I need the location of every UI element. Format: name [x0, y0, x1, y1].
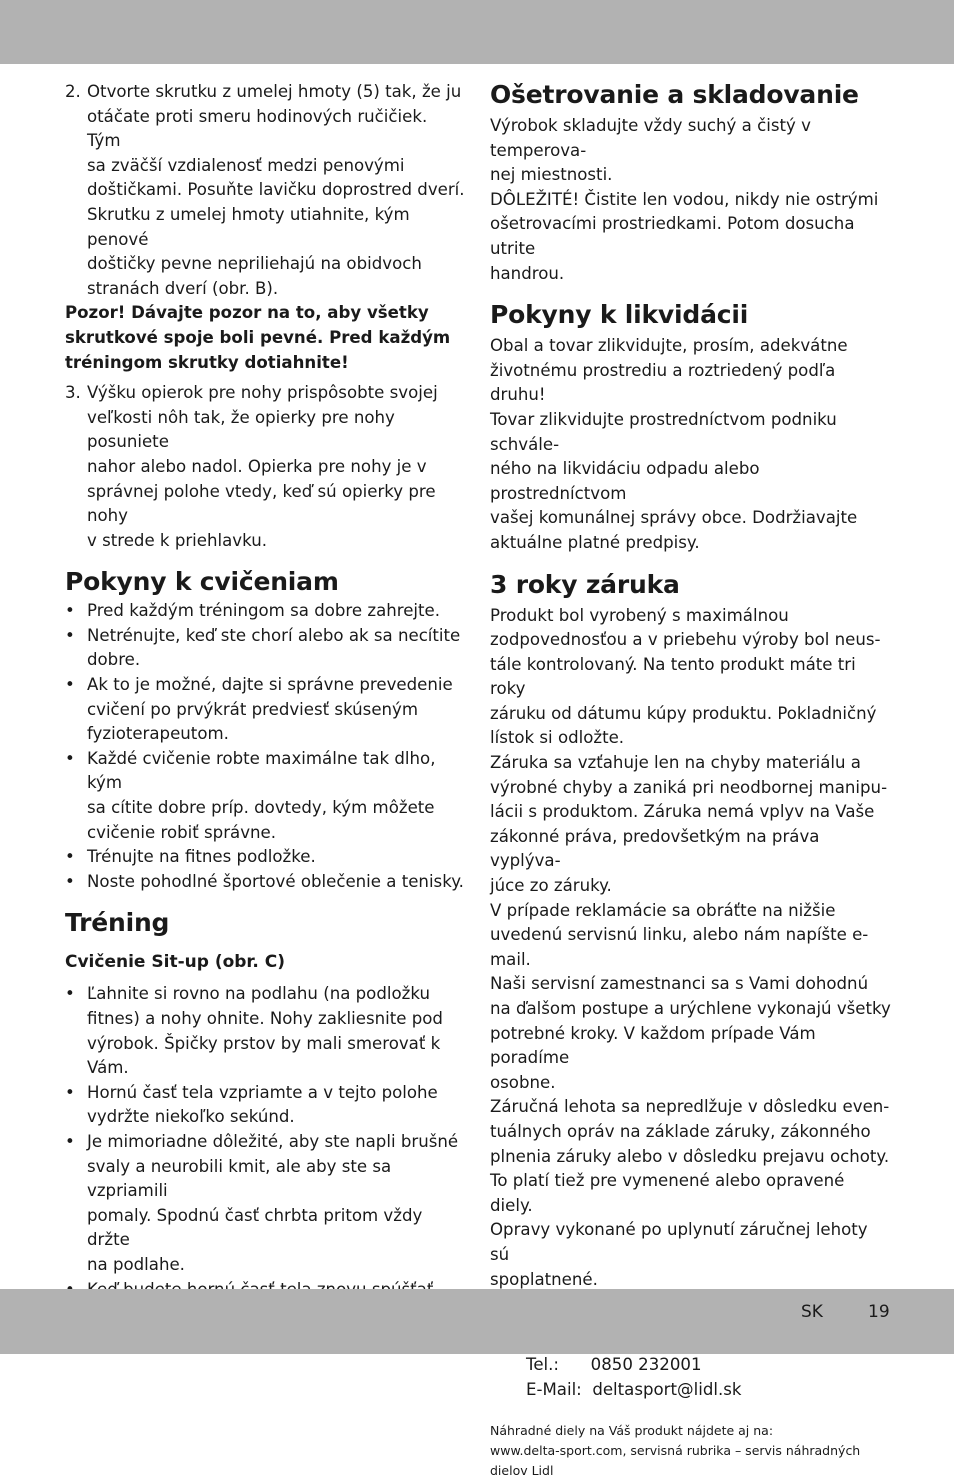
step-text	[87, 80, 465, 301]
text-line: Obal a tovar zlikvidujte, prosím, adekvátne	[490, 336, 848, 356]
step-text	[87, 381, 465, 553]
text-line: Tovar zlikvidujte prostredníctvom podniku schvále-	[490, 409, 837, 454]
text-line: potrebné kroky. V každom prípade Vám poradíme	[490, 1023, 816, 1068]
care-text	[490, 114, 892, 286]
text-line: tuálnych opráv na základe záruky, zákonného	[490, 1121, 871, 1141]
text-line: vydržte niekoľko sekúnd.	[87, 1107, 295, 1127]
text-line: skrutkové spoje boli pevné. Pred každým	[65, 327, 451, 347]
text-line: správnej polohe vtedy, keď sú opierky pre nohy	[87, 481, 436, 526]
training-heading: Tréning	[65, 908, 170, 938]
bullet-marker: •	[65, 847, 75, 867]
text-line: fitnes) a nohy ohnite. Nohy zakliesnite pod	[87, 1009, 443, 1028]
text-line: záruku od dátumu kúpy produktu. Pokladničný	[490, 703, 877, 723]
text-line: sa cítite dobre príp. dovtedy, kým môžete	[87, 798, 435, 818]
list-item	[65, 599, 465, 624]
text-line: V prípade reklamácie sa obráťte na nižšie	[490, 900, 836, 920]
text-line: tále kontrolovaný. Na tento produkt máte tri roky	[490, 654, 856, 699]
right-column	[490, 80, 892, 1481]
text-line: uvedenú servisnú linku, alebo nám napíšte e-mail.	[490, 925, 869, 969]
text-line: DÔLEŽITÉ! Čistite len vodou, nikdy nie ostrými	[490, 189, 879, 209]
text-line: Pozor! Dávajte pozor na to, aby všetky	[65, 303, 429, 323]
text-line: sa zväčší vzdialenosť medzi penovými	[87, 155, 405, 175]
list-item	[65, 747, 465, 845]
text-line: Výrobok skladujte vždy suchý a čistý v temperova-	[490, 116, 811, 160]
bullet-marker: •	[65, 675, 75, 695]
text-line: doštičky pevne nepriliehajú na obidvoch	[87, 254, 422, 274]
step-number: 2.	[65, 82, 81, 101]
warranty-text	[490, 604, 892, 1293]
list-item	[65, 673, 465, 747]
text-line: životnému prostrediu a roztriedený podľa druhu!	[490, 360, 836, 405]
text-line: Hornú časť tela vzpriamte a v tejto polohe	[87, 1082, 438, 1102]
exercise-heading: Pokyny k cvičeniam	[65, 567, 339, 597]
care-heading: Ošetrovanie a skladovanie	[490, 80, 859, 109]
warranty-heading: 3 roky záruka	[490, 569, 680, 599]
text-line: Ľahnite si rovno na podlahu (na podložku	[87, 984, 430, 1004]
bullet-marker: •	[65, 984, 75, 1004]
service-email: E-Mail: deltasport@lidl.sk	[526, 1379, 742, 1399]
disposal-text	[490, 334, 892, 555]
text-line: Náhradné diely na Váš produkt nájdete aj na:	[490, 1422, 774, 1438]
text-line: stranách dverí (obr. B).	[87, 278, 279, 298]
language-code: SK	[801, 1302, 823, 1322]
list-item	[65, 845, 465, 870]
text-line: handrou.	[490, 263, 565, 283]
text-line: osobne.	[490, 1072, 556, 1092]
text-line: Ak to je možné, dajte si správne prevedenie	[87, 675, 453, 695]
text-line: pomaly. Spodnú časť chrbta pritom vždy držte	[87, 1205, 423, 1250]
text-line: dobre.	[87, 650, 141, 670]
text-line: Netrénujte, keď ste chorí alebo ak sa necítite	[87, 625, 461, 645]
text-line: Je mimoriadne dôležité, aby ste napli brušné	[87, 1131, 459, 1151]
bullet-marker: •	[65, 748, 75, 768]
text-line: Skrutku z umelej hmoty utiahnite, kým penové	[87, 204, 410, 249]
text-line: Produkt bol vyrobený s maximálnou	[490, 605, 789, 625]
text-line: aktuálne platné predpisy.	[490, 532, 700, 552]
text-line: cvičenie robiť správne.	[87, 822, 277, 842]
text-line: tréningom skrutky dotiahnite!	[65, 352, 349, 372]
text-line: Pred každým tréningom sa dobre zahrejte.	[87, 601, 441, 621]
text-line: cvičení po prvýkrát predviesť skúseným	[87, 699, 419, 719]
text-line: ného na likvidáciu odpadu alebo prostredníctvom	[490, 459, 760, 503]
text-line: Naši servisní zamestnanci sa s Vami dohodnú	[490, 974, 869, 994]
text-line: nahor alebo nadol. Opierka pre nohy je v	[87, 456, 427, 476]
text-line: fyzioterapeutom.	[87, 724, 229, 744]
text-line: výrobok. Špičky prstov by mali smerovať k	[87, 1033, 441, 1053]
text-line: Výšku opierok pre nohy prispôsobte svojej	[87, 383, 438, 403]
header-band	[0, 0, 954, 64]
bullet-marker: •	[65, 1131, 75, 1151]
text-line: Každé cvičenie robte maximálne tak dlho, kým	[87, 748, 436, 793]
text-line: To platí tiež pre vymenené alebo opravené diely.	[490, 1171, 845, 1215]
list-item	[65, 1130, 465, 1278]
assembly-step-3	[65, 381, 465, 553]
text-line: Vám.	[87, 1058, 129, 1078]
warning-text	[65, 301, 465, 375]
text-line: Záručná lehota sa nepredlžuje v dôsledku even-	[490, 1097, 890, 1117]
text-line: lístok si odložte.	[490, 728, 625, 748]
text-line: nej miestnosti.	[490, 165, 613, 185]
text-line: Noste pohodlné športové oblečenie a tenisky.	[87, 871, 464, 891]
list-item	[65, 1081, 465, 1130]
situp-heading: Cvičenie Sit-up (obr. C)	[65, 952, 286, 973]
text-line: na ďalšom postupe a urýchlene vykonajú všetky	[490, 999, 891, 1018]
text-line: ošetrovacími prostriedkami. Potom dosucha utrite	[490, 214, 855, 258]
text-line: svaly a neurobili kmit, ale aby ste sa vzpriamili	[87, 1156, 392, 1201]
text-line: doštičkami. Posuňte lavičku doprostred dverí.	[87, 180, 465, 200]
list-item	[65, 982, 465, 1080]
text-line: Záruka sa vzťahuje len na chyby materiálu a	[490, 753, 861, 773]
bullet-marker: •	[65, 601, 75, 621]
text-line: otáčate proti smeru hodinových ručičiek. Tým	[87, 106, 428, 151]
text-line: zákonné práva, predovšetkým na práva vyplýva-	[490, 826, 820, 871]
list-item	[65, 870, 465, 895]
bullet-marker: •	[65, 871, 75, 891]
text-line: www.delta-sport.com, servisná rubrika – servis náhradných	[490, 1442, 861, 1458]
step-number: 3.	[65, 383, 81, 403]
exercise-list	[65, 599, 465, 894]
service-tel: Tel.: 0850 232001	[526, 1355, 702, 1375]
bullet-marker: •	[65, 1082, 75, 1102]
text-line: veľkosti nôh tak, že opierky pre nohy posuniete	[87, 407, 395, 452]
text-line: Opravy vykonané po uplynutí záručnej lehoty sú	[490, 1220, 868, 1264]
bullet-marker: •	[65, 625, 75, 645]
text-line: vašej komunálnej správy obce. Dodržiavajte	[490, 508, 858, 528]
text-line: spoplatnené.	[490, 1269, 598, 1289]
left-column	[65, 80, 465, 1351]
text-line: výrobné chyby a zaniká pri neodbornej manipu-	[490, 777, 888, 797]
spare-parts-note	[490, 1421, 892, 1481]
text-line: plnenia záruky alebo v dôsledku prejavu ochoty.	[490, 1146, 890, 1166]
text-line: dielov Lidl	[490, 1462, 554, 1478]
text-line: júce zo záruky.	[490, 876, 612, 896]
page-number: 19	[868, 1302, 890, 1322]
disposal-heading: Pokyny k likvidácii	[490, 300, 749, 330]
text-line: zodpovednosťou a v priebehu výroby bol neus-	[490, 630, 881, 650]
assembly-step-2	[65, 80, 465, 301]
text-line: Otvorte skrutku z umelej hmoty (5) tak, že ju	[87, 82, 462, 101]
list-item	[65, 624, 465, 673]
text-line: Trénujte na fitnes podložke.	[87, 847, 316, 867]
text-line: lácii s produktom. Záruka nemá vplyv na Vaše	[490, 802, 875, 822]
text-line: v strede k priehlavku.	[87, 530, 267, 550]
text-line: na podlahe.	[87, 1254, 185, 1274]
